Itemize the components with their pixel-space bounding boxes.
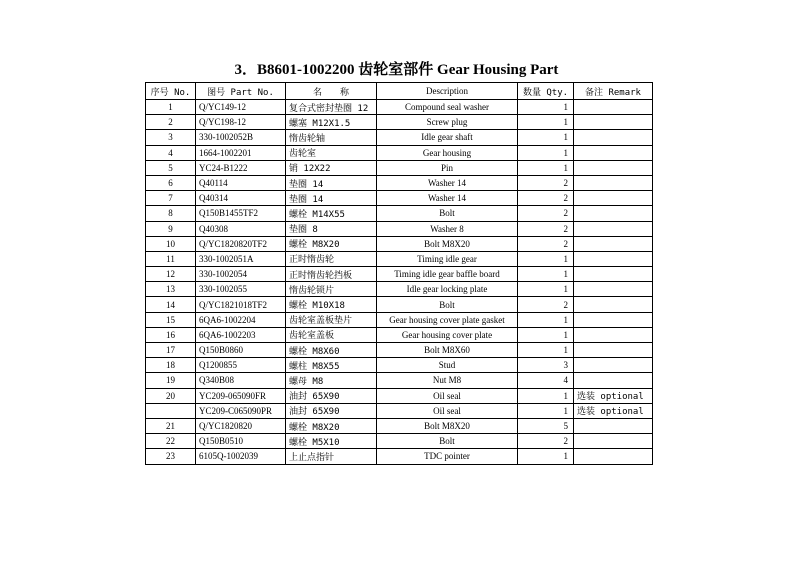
cell-remark: [574, 373, 653, 388]
cell-remark: 选装 optional: [574, 388, 653, 403]
page-title: 3．B8601-1002200 齿轮室部件 Gear Housing Part: [234, 62, 559, 78]
table-row: [146, 373, 653, 388]
cell-remark: [574, 358, 653, 373]
table-row: [146, 388, 653, 403]
cell-remark: 选装 optional: [574, 403, 653, 418]
cell-remark: [574, 236, 653, 251]
cell-qty: 1: [518, 130, 574, 145]
cell-qty: 4: [518, 373, 574, 388]
cell-name: 螺栓 M10X18: [286, 297, 377, 312]
cell-description: Oil seal: [377, 388, 518, 403]
cell-no: 14: [146, 297, 196, 312]
cell-remark: [574, 327, 653, 342]
cell-part-no: Q/YC1821018TF2: [196, 297, 286, 312]
cell-part-no: Q40308: [196, 221, 286, 236]
cell-remark: [574, 100, 653, 115]
cell-no: 15: [146, 312, 196, 327]
cell-qty: 1: [518, 343, 574, 358]
cell-no: 2: [146, 115, 196, 130]
cell-name: 螺塞 M12X1.5: [286, 115, 377, 130]
cell-no: 1: [146, 100, 196, 115]
table-row: [146, 418, 653, 433]
cell-part-no: YC209-065090FR: [196, 388, 286, 403]
table-row: [146, 251, 653, 266]
cell-qty: 2: [518, 434, 574, 449]
cell-remark: [574, 434, 653, 449]
cell-name: 销 12X22: [286, 160, 377, 175]
cell-description: Idle gear locking plate: [377, 282, 518, 297]
cell-name: 油封 65X90: [286, 403, 377, 418]
cell-no: 5: [146, 160, 196, 175]
header-qty: 数量 Qty.: [518, 83, 574, 100]
cell-qty: 1: [518, 449, 574, 464]
table-row: [146, 115, 653, 130]
cell-description: Timing idle gear baffle board: [377, 267, 518, 282]
table-row: [146, 221, 653, 236]
table-header-row: [146, 83, 653, 100]
cell-remark: [574, 145, 653, 160]
cell-name: 正时惰齿轮: [286, 251, 377, 266]
cell-part-no: YC209-C065090PR: [196, 403, 286, 418]
cell-part-no: YC24-B1222: [196, 160, 286, 175]
cell-part-no: 6105Q-1002039: [196, 449, 286, 464]
cell-name: 惰齿轮锁片: [286, 282, 377, 297]
cell-qty: 1: [518, 312, 574, 327]
table-row: [146, 434, 653, 449]
table-row: [146, 327, 653, 342]
cell-name: 螺母 M8: [286, 373, 377, 388]
cell-qty: 1: [518, 160, 574, 175]
cell-name: 螺栓 M5X10: [286, 434, 377, 449]
cell-remark: [574, 206, 653, 221]
cell-remark: [574, 251, 653, 266]
cell-part-no: 1664-1002201: [196, 145, 286, 160]
cell-description: Screw plug: [377, 115, 518, 130]
cell-description: Stud: [377, 358, 518, 373]
cell-qty: 2: [518, 297, 574, 312]
cell-remark: [574, 130, 653, 145]
cell-remark: [574, 267, 653, 282]
cell-remark: [574, 449, 653, 464]
cell-no: 6: [146, 175, 196, 190]
cell-qty: 2: [518, 206, 574, 221]
cell-qty: 3: [518, 358, 574, 373]
cell-part-no: 330-1002052B: [196, 130, 286, 145]
cell-description: Oil seal: [377, 403, 518, 418]
cell-name: 螺栓 M14X55: [286, 206, 377, 221]
cell-qty: 1: [518, 100, 574, 115]
table-row: [146, 358, 653, 373]
cell-qty: 1: [518, 251, 574, 266]
table-row: [146, 449, 653, 464]
cell-description: Washer 14: [377, 175, 518, 190]
table-row: [146, 343, 653, 358]
cell-name: 上止点指针: [286, 449, 377, 464]
cell-part-no: Q40114: [196, 175, 286, 190]
cell-qty: 1: [518, 388, 574, 403]
cell-remark: [574, 297, 653, 312]
cell-part-no: 6QA6-1002203: [196, 327, 286, 342]
table-row: [146, 206, 653, 221]
cell-part-no: Q150B0510: [196, 434, 286, 449]
cell-remark: [574, 175, 653, 190]
cell-no: 22: [146, 434, 196, 449]
cell-no: 21: [146, 418, 196, 433]
header-description: Description: [377, 83, 518, 100]
cell-name: 油封 65X90: [286, 388, 377, 403]
cell-no: 20: [146, 388, 196, 403]
cell-part-no: Q340B08: [196, 373, 286, 388]
cell-no: 12: [146, 267, 196, 282]
cell-description: Compound seal washer: [377, 100, 518, 115]
cell-no: 4: [146, 145, 196, 160]
cell-no: 8: [146, 206, 196, 221]
cell-remark: [574, 312, 653, 327]
header-name: 名 称: [286, 83, 377, 100]
cell-no: 16: [146, 327, 196, 342]
cell-no: 13: [146, 282, 196, 297]
cell-name: 齿轮室盖板: [286, 327, 377, 342]
cell-no: 19: [146, 373, 196, 388]
cell-remark: [574, 115, 653, 130]
cell-part-no: Q150B1455TF2: [196, 206, 286, 221]
cell-remark: [574, 282, 653, 297]
header-remark: 备注 Remark: [574, 83, 653, 100]
cell-description: Idle gear shaft: [377, 130, 518, 145]
cell-remark: [574, 160, 653, 175]
cell-name: 惰齿轮轴: [286, 130, 377, 145]
table-row: [146, 312, 653, 327]
table-row: [146, 191, 653, 206]
cell-qty: 2: [518, 175, 574, 190]
cell-part-no: 330-1002051A: [196, 251, 286, 266]
cell-qty: 2: [518, 236, 574, 251]
cell-qty: 1: [518, 403, 574, 418]
cell-qty: 1: [518, 282, 574, 297]
cell-description: Pin: [377, 160, 518, 175]
cell-part-no: Q/YC149-12: [196, 100, 286, 115]
header-no: 序号 No.: [146, 83, 196, 100]
cell-qty: 5: [518, 418, 574, 433]
cell-name: 正时惰齿轮挡板: [286, 267, 377, 282]
cell-name: 齿轮室盖板垫片: [286, 312, 377, 327]
cell-part-no: Q40314: [196, 191, 286, 206]
cell-no: 7: [146, 191, 196, 206]
cell-no: 10: [146, 236, 196, 251]
cell-description: Timing idle gear: [377, 251, 518, 266]
cell-no: 11: [146, 251, 196, 266]
cell-name: 螺栓 M8X60: [286, 343, 377, 358]
cell-description: Bolt M8X20: [377, 236, 518, 251]
cell-part-no: 6QA6-1002204: [196, 312, 286, 327]
cell-description: Nut M8: [377, 373, 518, 388]
cell-description: Washer 14: [377, 191, 518, 206]
table-row: [146, 145, 653, 160]
cell-qty: 1: [518, 327, 574, 342]
table-row: [146, 267, 653, 282]
cell-description: Bolt M8X60: [377, 343, 518, 358]
cell-qty: 2: [518, 191, 574, 206]
cell-no: 3: [146, 130, 196, 145]
cell-name: 垫圈 14: [286, 175, 377, 190]
table-row: [146, 297, 653, 312]
cell-name: 螺栓 M8X20: [286, 236, 377, 251]
cell-no: 18: [146, 358, 196, 373]
cell-part-no: Q1200855: [196, 358, 286, 373]
cell-part-no: Q/YC198-12: [196, 115, 286, 130]
cell-description: Washer 8: [377, 221, 518, 236]
table-row: [146, 130, 653, 145]
cell-no: 23: [146, 449, 196, 464]
cell-qty: 1: [518, 115, 574, 130]
cell-qty: 2: [518, 221, 574, 236]
cell-part-no: Q/YC1820820: [196, 418, 286, 433]
cell-qty: 1: [518, 145, 574, 160]
cell-part-no: Q/YC1820820TF2: [196, 236, 286, 251]
table-row: [146, 403, 653, 418]
cell-description: Bolt: [377, 434, 518, 449]
cell-no: 9: [146, 221, 196, 236]
cell-description: Bolt: [377, 297, 518, 312]
cell-name: 垫圈 14: [286, 191, 377, 206]
cell-name: 螺柱 M8X55: [286, 358, 377, 373]
cell-name: 齿轮室: [286, 145, 377, 160]
cell-part-no: 330-1002055: [196, 282, 286, 297]
cell-description: Gear housing cover plate gasket: [377, 312, 518, 327]
table-row: [146, 160, 653, 175]
parts-table: [145, 82, 653, 465]
table-row: [146, 282, 653, 297]
cell-part-no: 330-1002054: [196, 267, 286, 282]
cell-remark: [574, 343, 653, 358]
cell-remark: [574, 418, 653, 433]
table-row: [146, 175, 653, 190]
cell-description: Bolt M8X20: [377, 418, 518, 433]
header-part-no: 图号 Part No.: [196, 83, 286, 100]
cell-remark: [574, 191, 653, 206]
cell-no: 17: [146, 343, 196, 358]
cell-description: TDC pointer: [377, 449, 518, 464]
cell-description: Bolt: [377, 206, 518, 221]
cell-description: Gear housing cover plate: [377, 327, 518, 342]
cell-name: 复合式密封垫圈 12: [286, 100, 377, 115]
cell-name: 螺栓 M8X20: [286, 418, 377, 433]
table-row: [146, 100, 653, 115]
cell-qty: 1: [518, 267, 574, 282]
cell-description: Gear housing: [377, 145, 518, 160]
cell-no: [146, 403, 196, 418]
table-row: [146, 236, 653, 251]
parts-table-body: [146, 100, 653, 465]
cell-part-no: Q150B0860: [196, 343, 286, 358]
cell-remark: [574, 221, 653, 236]
cell-name: 垫圈 8: [286, 221, 377, 236]
